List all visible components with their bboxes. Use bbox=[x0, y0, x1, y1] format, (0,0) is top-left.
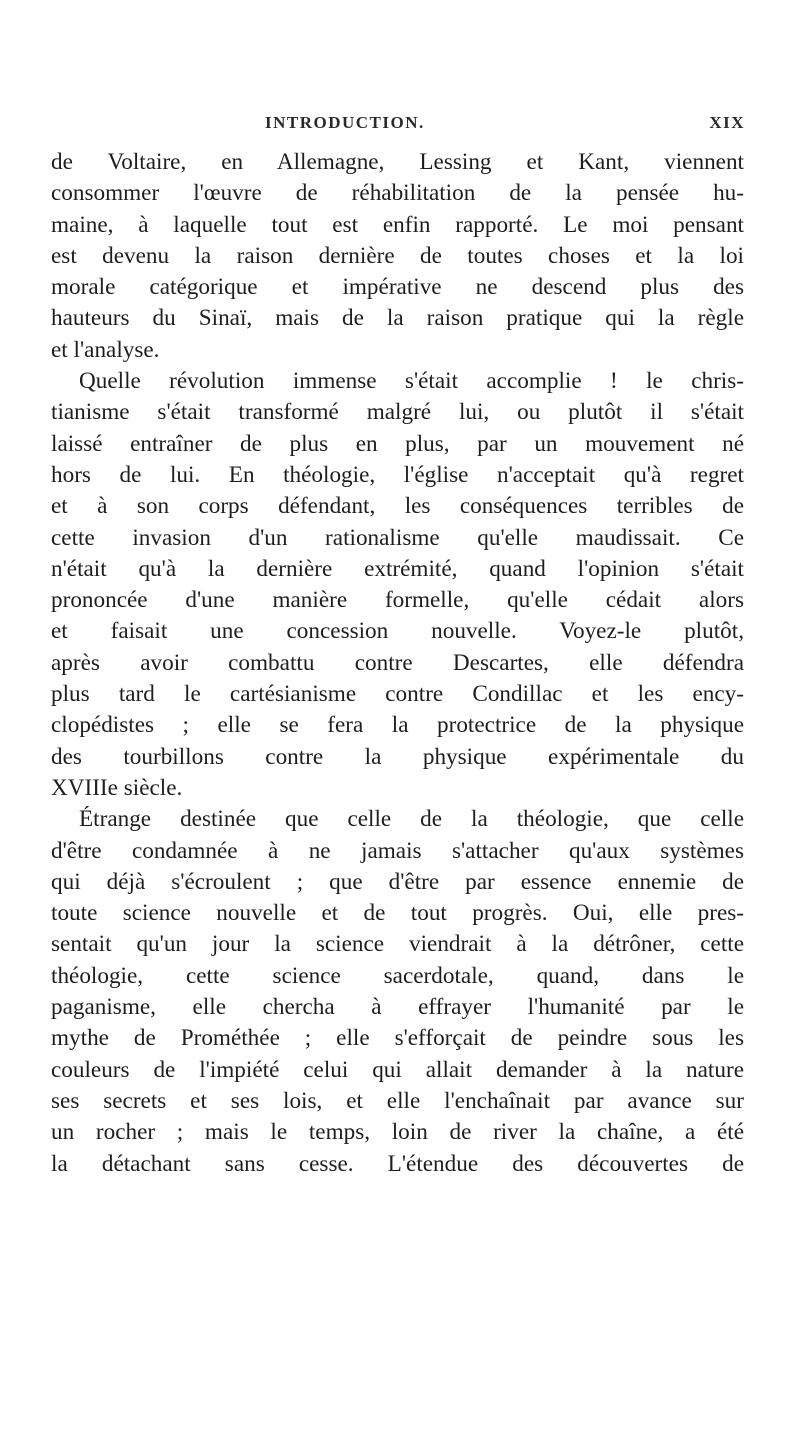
text-line: est devenu la raison dernière de toutes choses et la loi bbox=[51, 242, 744, 269]
page-number: XIX bbox=[709, 113, 745, 132]
text-line: Quelle révolution immense s'était accomplie ! le chris- bbox=[79, 368, 744, 395]
text-line: des tourbillons contre la physique expérimentale du bbox=[51, 743, 744, 770]
text-line: et l'analyse. bbox=[51, 336, 160, 363]
text-line: de Voltaire, en Allemagne, Lessing et Kant, viennent bbox=[51, 149, 744, 175]
text-line: Étrange destinée que celle de la théologie, que celle bbox=[79, 806, 744, 833]
text-line: qui déjà s'écroulent ; que d'être par essence ennemie de bbox=[51, 868, 744, 895]
text-line: n'était qu'à la dernière extrémité, quand l'opinion s'était bbox=[51, 555, 744, 582]
text-line: consommer l'œuvre de réhabilitation de la pensée hu- bbox=[51, 180, 744, 207]
text-line: maine, à laquelle tout est enfin rapporté. Le moi pensant bbox=[51, 211, 744, 238]
text-line: toute science nouvelle et de tout progrès. Oui, elle pres- bbox=[51, 900, 744, 927]
text-line: paganisme, elle chercha à effrayer l'humanité par le bbox=[51, 994, 744, 1021]
text-line: couleurs de l'impiété celui qui allait demander à la nature bbox=[51, 1056, 744, 1083]
text-line: clopédistes ; elle se fera la protectrice de la physique bbox=[51, 712, 744, 739]
text-line: théologie, cette science sacerdotale, quand, dans le bbox=[51, 962, 744, 989]
text-line: la détachant sans cesse. L'étendue des découvertes de bbox=[51, 1150, 744, 1177]
text-line: hauteurs du Sinaï, mais de la raison pratique qui la règle bbox=[51, 305, 744, 332]
text-line: tianisme s'était transformé malgré lui, ou plutôt il s'était bbox=[51, 399, 744, 426]
text-line: ses secrets et ses lois, et elle l'enchaînait par avance sur bbox=[51, 1087, 744, 1114]
text-line: et à son corps défendant, les conséquences terribles de bbox=[51, 493, 744, 520]
text-line: sentait qu'un jour la science viendrait à la détrôner, cette bbox=[51, 931, 744, 958]
body-text bbox=[51, 147, 744, 1180]
running-head bbox=[265, 113, 745, 137]
text-line: XVIIIe siècle. bbox=[51, 774, 183, 801]
text-line: prononcée d'une manière formelle, qu'elle cédait alors bbox=[51, 587, 744, 614]
text-line: cette invasion d'un rationalisme qu'elle maudissait. Ce bbox=[51, 524, 744, 551]
text-line: hors de lui. En théologie, l'église n'acceptait qu'à regret bbox=[51, 461, 744, 488]
text-line: mythe de Prométhée ; elle s'efforçait de peindre sous les bbox=[51, 1025, 744, 1052]
text-line: d'être condamnée à ne jamais s'attacher qu'aux systèmes bbox=[51, 837, 744, 864]
text-line: un rocher ; mais le temps, loin de river la chaîne, a été bbox=[51, 1119, 744, 1146]
text-line: laissé entraîner de plus en plus, par un mouvement né bbox=[51, 430, 744, 457]
text-line: plus tard le cartésianisme contre Condillac et les ency- bbox=[51, 681, 744, 708]
text-line: après avoir combattu contre Descartes, elle défendra bbox=[51, 649, 744, 676]
text-line: et faisait une concession nouvelle. Voyez-le plutôt, bbox=[51, 618, 744, 645]
text-line: morale catégorique et impérative ne descend plus des bbox=[51, 274, 744, 301]
running-head-title: INTRODUCTION. bbox=[265, 113, 425, 132]
